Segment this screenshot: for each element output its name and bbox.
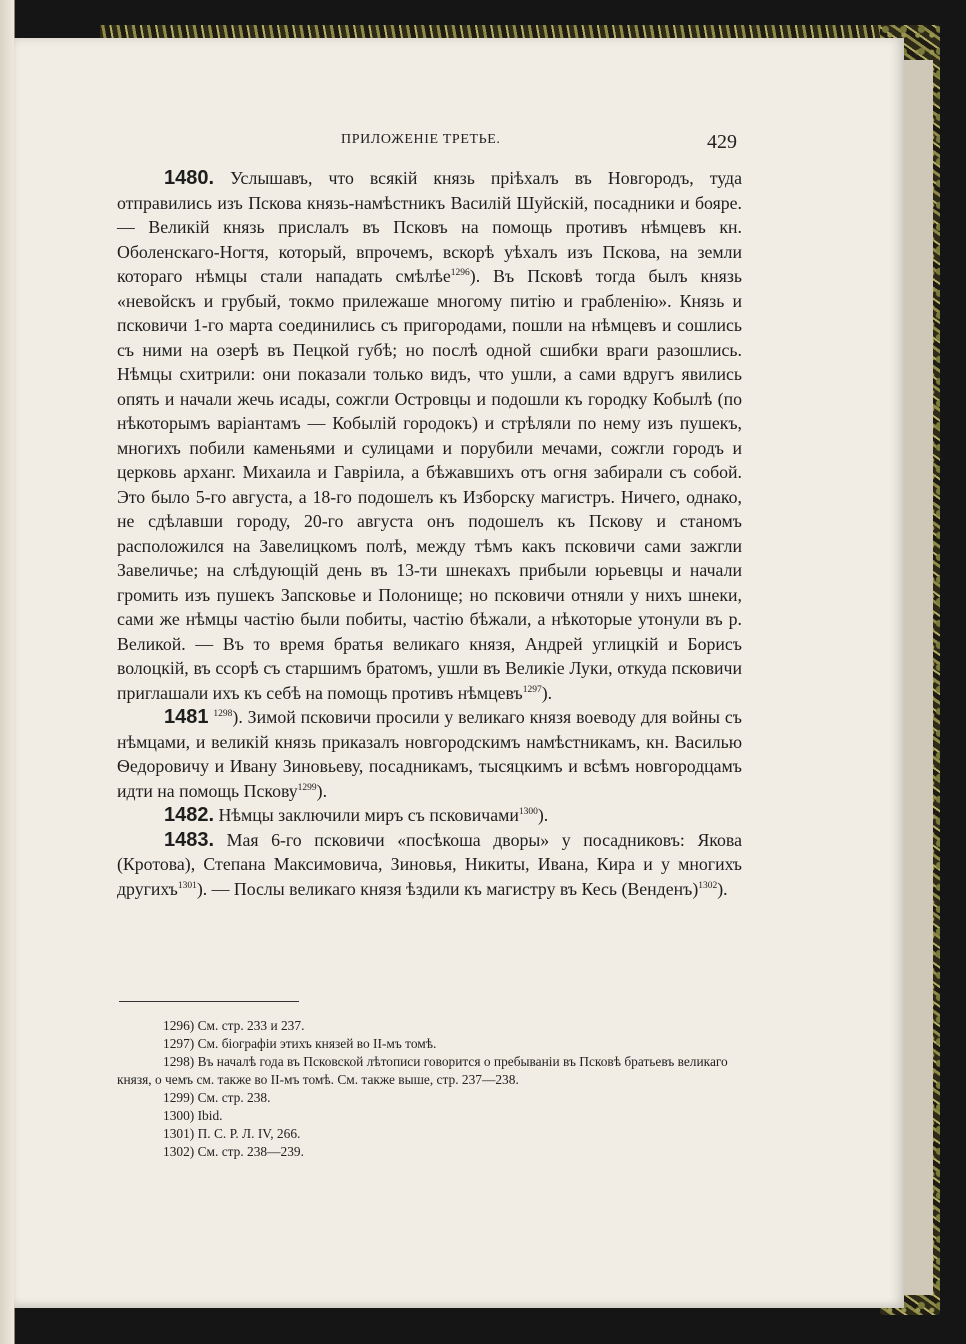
footnote-1301: 1301) П. С. Р. Л. IV, 266. <box>163 1126 301 1141</box>
footnote-ref: 1298 <box>213 709 233 719</box>
footnote-ref: 1299 <box>297 782 317 793</box>
main-text <box>117 166 742 901</box>
footnote-separator <box>119 1001 299 1002</box>
footnote-ref: 1301 <box>177 880 197 891</box>
footnote-1296: 1296) См. стр. 233 и 237. <box>163 1018 305 1033</box>
year-heading: 1480. <box>164 167 215 189</box>
previous-page-edge <box>0 0 15 1344</box>
year-heading: 1481 <box>164 706 209 728</box>
footnote-ref: 1302 <box>698 880 718 891</box>
entry-1483: 1483. Мая 6-го псковичи «посѣкоша дворы» у посадниковъ: Якова (Кротова), Степана Максимовича, Зиновья, Никиты, Ивана, Кира и у многихъ другихъ$^{1301}$). — Послы великаго князя ѣздили къ магистру въ Кесь (Венденъ)$^{1302}$). <box>117 828 742 899</box>
entry-1480: 1480. Услышавъ, что всякiй князь прiѣхалъ въ Новгородъ, туда отправились изъ Пскова князь-намѣстникъ Василiй Шуйскiй, посадники и бояре. — Великiй князь прислалъ въ Псковъ на помощь противъ нѣмцевъ кн. Оболенскаго-Ногтя, который, впрочемъ, вскорѣ уѣхалъ изъ Пскова, на земли котораго нѣмцы стали нападать смѣлѣе$^{1296}$). Въ Псковѣ тогда былъ князь «невойскъ и грубый, токмо прилежаше многому питiю и грабленiю». Князь и псковичи 1-го марта соединились съ пригородами, пошли на нѣмцевъ и сошлись съ ними на озерѣ въ Пецкой губѣ; но послѣ одной сшибки враги разошлись. Нѣмцы схитрили: они показали только видъ, что ушли, а сами вдругъ явились опять и начали жечь исады, сожгли Островцы и подошли къ городку Кобылѣ (по нѣкоторымъ варiантамъ — Кобылiй городокъ) и стрѣляли по нему изъ пушекъ, многихъ побили каменьями и сулицами и порубили мечами, сожгли городъ и церковь арханг. Михаила и Гаврiила, а бѣжавшихъ отъ огня забирали съ собой. Это было 5-го августа, а 18-го подошелъ къ Изборску магистръ. Ничего, однако, не сдѣлавши городу, 20-го августа онъ подошелъ къ Пскову и станомъ расположился на Завелицкомъ полѣ, между тѣмъ какъ псковичи сами зажгли Завеличье; на слѣдующiй день въ 13-ти шнекахъ прибыли юрьевцы и начали громить изъ пушекъ Запсковье и Полонище; но псковичи отняли у нихъ шнеки, сами же нѣмцы частiю были побиты, частiю бѣжали, а нѣкоторые утонули въ р. Великой. — Въ то время братья великаго князя, Андрей углицкiй и Борисъ волоцкiй, въ ссорѣ съ старшимъ братомъ, ушли въ Великiе Луки, откуда псковичи приглашали ихъ къ себѣ на помощь противъ нѣмцевъ$^{1297}$). <box>117 167 742 703</box>
running-header: ПРИЛОЖЕНIЕ ТРЕТЬЕ. <box>341 132 501 147</box>
year-heading: 1483. <box>164 828 215 851</box>
footnote-1298: 1298) Въ началѣ года въ Псковской лѣтописи говорится о пребыванiи въ Псковѣ братьевъ великаго князя, о чемъ см. также во II-мъ томѣ. См. также выше, стр. 237—238. <box>117 1054 728 1087</box>
page-number: 429 <box>707 131 737 153</box>
entry-1482: 1482. Нѣмцы заключили миръ съ псковичами$^{1300}$). <box>164 804 549 826</box>
footnote-1300: 1300) Ibid. <box>163 1108 223 1123</box>
footnote-ref: 1297 <box>522 684 542 695</box>
footnote-1299: 1299) См. стр. 238. <box>163 1090 271 1105</box>
entry-1481: 1481 $^{1298}$). Зимой псковичи просили у великаго князя воеводу для войны съ нѣмцами, и великiй князь приказалъ новгородскимъ намѣстникамъ, кн. Василью Ѳедоровичу и Ивану Зиновьеву, посадникамъ, тысяцкимъ и всѣмъ новгородцамъ идти на помощь Пскову$^{1299}$). <box>117 706 742 801</box>
footnote-ref: 1296 <box>450 268 470 278</box>
footnotes <box>117 1017 757 1161</box>
footnote-1302: 1302) См. стр. 238—239. <box>163 1144 304 1159</box>
footnote-1297: 1297) См. бiографiи этихъ князей во II-мъ томѣ. <box>163 1036 437 1051</box>
year-heading: 1482. <box>164 804 215 826</box>
footnote-ref: 1300 <box>518 807 538 817</box>
back-page-edge <box>900 60 933 1295</box>
